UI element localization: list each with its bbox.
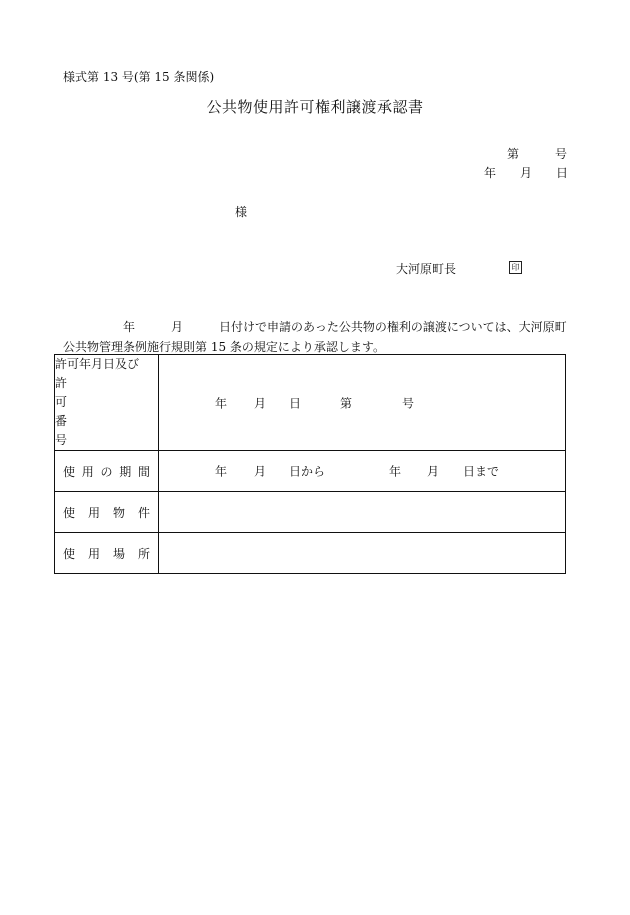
- number-suffix-label: 号: [402, 396, 415, 410]
- label-char: 件: [137, 505, 150, 520]
- label-line-2: [55, 374, 158, 450]
- value-permit-date: [159, 355, 566, 451]
- form-number-label: 様式第 13 号(第 15 条関係): [63, 70, 215, 84]
- issuer-name: 大河原町長: [396, 262, 457, 276]
- label-char: 許: [55, 376, 68, 390]
- label-char: 使: [63, 505, 76, 520]
- label-char: 物: [112, 505, 125, 520]
- label-char: の: [100, 464, 113, 479]
- end-month-label: 月: [427, 464, 440, 479]
- label-char: 使: [63, 464, 76, 479]
- start-day-label: 日から: [289, 464, 326, 479]
- seal-mark: 印: [509, 261, 522, 274]
- value-usage-period: [159, 451, 566, 492]
- label-usage-location: [55, 533, 159, 574]
- label-char: 用: [81, 464, 94, 479]
- start-year-label: 年: [215, 464, 228, 479]
- label-char: 番: [55, 414, 68, 428]
- label-char: 号: [55, 433, 68, 447]
- start-month-label: 月: [254, 464, 267, 479]
- value-usage-item: [159, 492, 566, 533]
- end-year-label: 年: [389, 464, 402, 479]
- table-row-usage-item: [55, 492, 566, 533]
- body-text: 年 月 日付けで申請のあった公共物の権利の譲渡については、大河原町公共物管理条例施行規則第 15 条の規定により承認します。: [63, 320, 567, 354]
- label-char: 期: [119, 464, 132, 479]
- value-usage-location: [159, 533, 566, 574]
- day-label: 日: [289, 396, 302, 410]
- label-char: 用: [87, 505, 100, 520]
- table-row-permit-date: [55, 355, 566, 451]
- addressee-suffix: 様: [235, 205, 248, 219]
- document-number-line: 第 号: [507, 147, 568, 161]
- label-char: 場: [112, 546, 125, 561]
- table-row-usage-location: [55, 533, 566, 574]
- label-usage-period: [55, 451, 159, 492]
- label-char: 所: [137, 546, 150, 561]
- label-usage-item: [55, 492, 159, 533]
- permit-table: [54, 354, 566, 574]
- label-char: 使: [63, 546, 76, 561]
- year-label: 年: [215, 396, 228, 410]
- document-title: 公共物使用許可権利譲渡承認書: [206, 98, 424, 116]
- month-label: 月: [254, 396, 267, 410]
- body-paragraph: [63, 317, 575, 357]
- label-line-1: 許可年月日及び: [55, 357, 140, 371]
- end-day-label: 日まで: [463, 464, 500, 479]
- number-prefix-label: 第: [340, 396, 353, 410]
- label-char: 間: [137, 464, 150, 479]
- label-char: 可: [55, 395, 68, 409]
- table-row-usage-period: [55, 451, 566, 492]
- document-date-line: 年 月 日: [484, 166, 569, 180]
- label-permit-date: [55, 355, 159, 451]
- label-char: 用: [87, 546, 100, 561]
